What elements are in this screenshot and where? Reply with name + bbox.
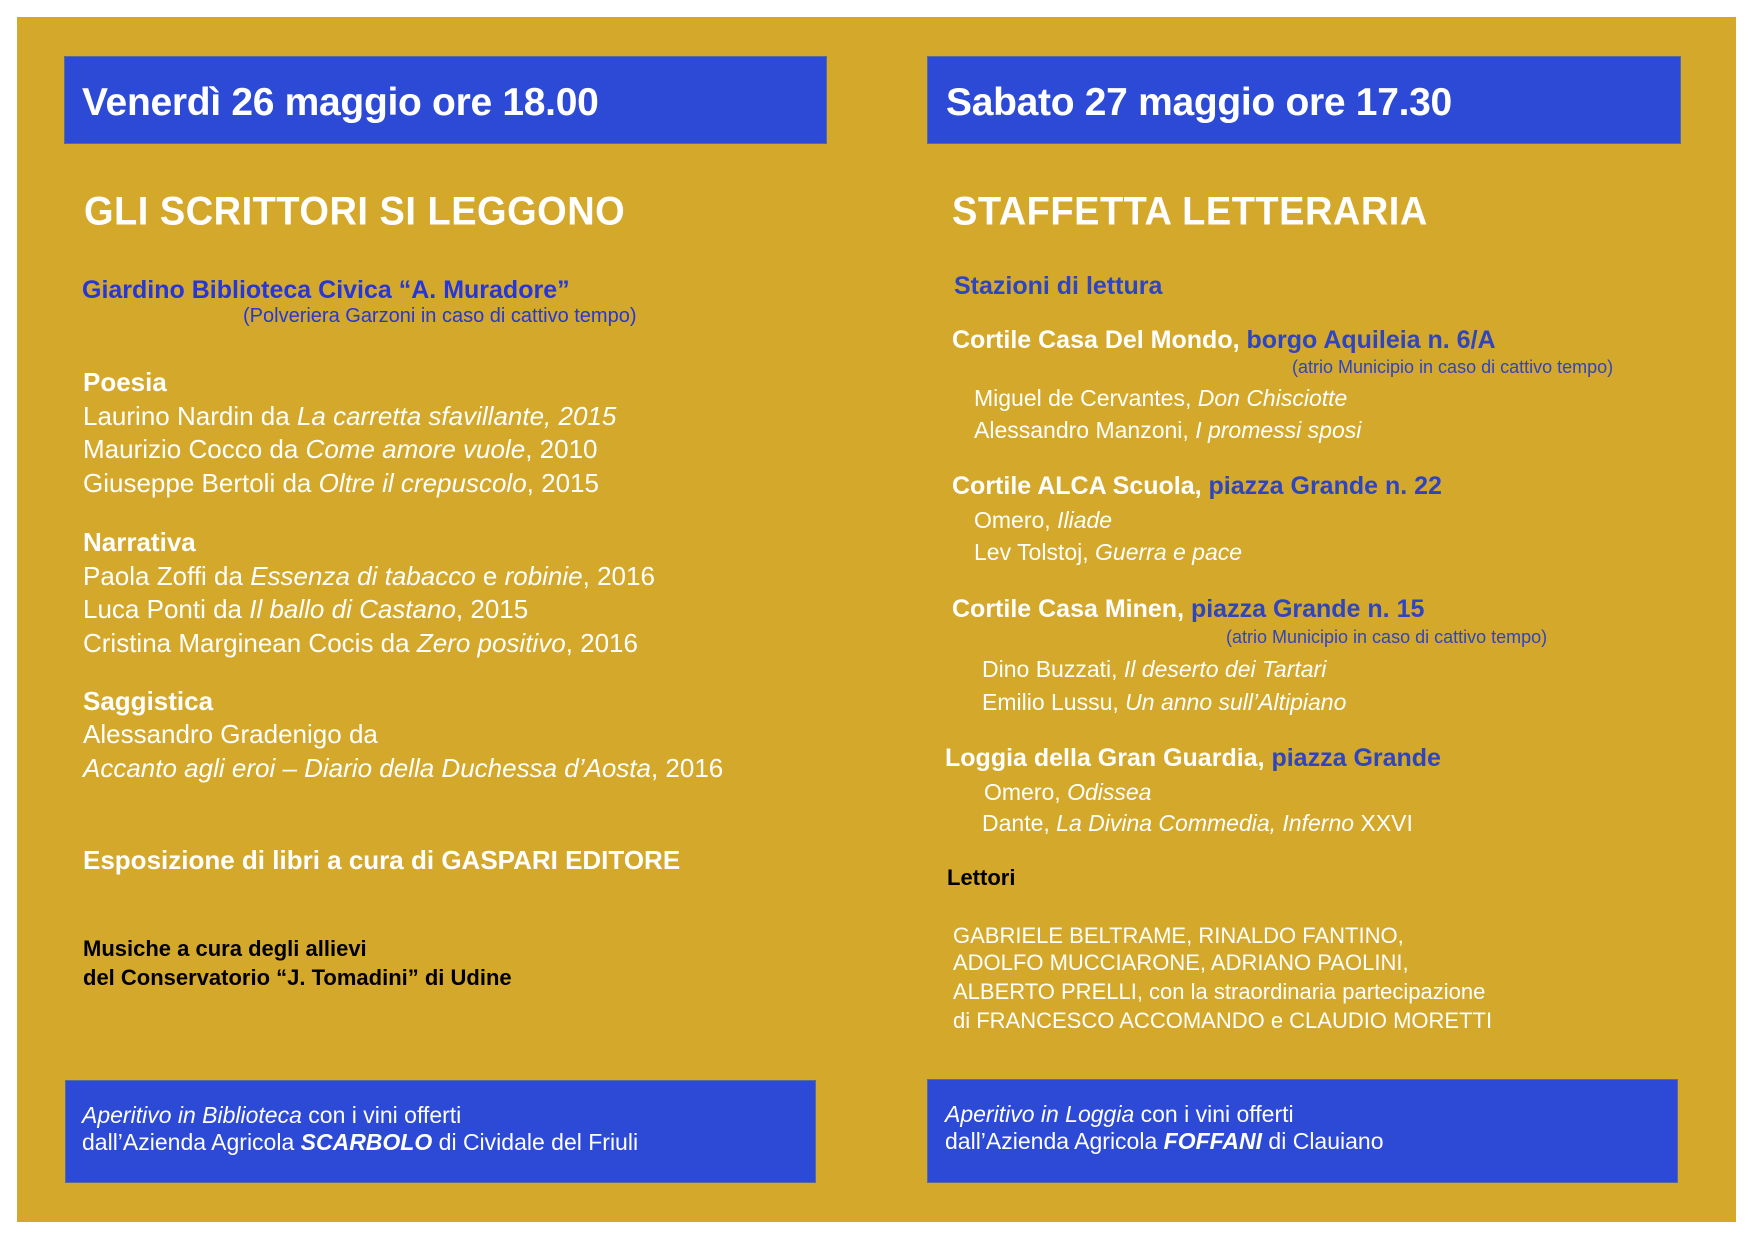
station-1-note: (atrio Municipio in caso di cattivo tempo) <box>1292 357 1614 377</box>
readers-line: ALBERTO PRELLI, con la straordinaria partecipazione <box>953 979 1486 1004</box>
music-credit-line-1: Musiche a cura degli allievi <box>83 936 367 961</box>
left-footer-line-1: Aperitivo in Biblioteca con i vini offerti <box>82 1102 462 1128</box>
left-footer-line-2: dall’Azienda Agricola SCARBOLO di Cividale del Friuli <box>82 1129 639 1155</box>
right-footer-line-2: dall’Azienda Agricola FOFFANI di Clauiano <box>945 1128 1384 1154</box>
station-4-reading: Omero, Odissea <box>984 779 1152 805</box>
station-3-reading: Emilio Lussu, Un anno sull’Altipiano <box>982 689 1347 715</box>
readers-label: Lettori <box>947 865 1016 890</box>
narrativa-entry: Paola Zoffi da Essenza di tabacco e robinie, 2016 <box>83 561 655 591</box>
right-header-date: Sabato 27 maggio ore 17.30 <box>946 81 1452 124</box>
left-venue: Giardino Biblioteca Civica “A. Muradore” <box>82 276 570 304</box>
reading-stations-heading: Stazioni di lettura <box>954 272 1163 300</box>
readers-line: di FRANCESCO ACCOMANDO e CLAUDIO MORETTI <box>953 1008 1493 1033</box>
station-1-reading: Alessandro Manzoni, I promessi sposi <box>974 417 1362 443</box>
narrativa-entry: Cristina Marginean Cocis da Zero positivo, 2016 <box>83 628 638 658</box>
station-3-reading: Dino Buzzati, Il deserto dei Tartari <box>982 656 1327 682</box>
poesia-entry: Laurino Nardin da La carretta sfavillante, 2015 <box>83 401 617 431</box>
category-narrativa: Narrativa <box>83 527 196 557</box>
station-1-reading: Miguel de Cervantes, Don Chisciotte <box>974 385 1348 411</box>
narrativa-entry: Luca Ponti da Il ballo di Castano, 2015 <box>83 594 529 624</box>
saggistica-entry: Accanto agli eroi – Diario della Duchessa d’Aosta, 2016 <box>83 753 724 783</box>
poesia-entry: Maurizio Cocco da Come amore vuole, 2010 <box>83 434 598 464</box>
readers-line: GABRIELE BELTRAME, RINALDO FANTINO, <box>953 923 1404 948</box>
station-4-heading: Loggia della Gran Guardia, piazza Grande <box>945 744 1441 772</box>
category-saggistica: Saggistica <box>83 686 214 716</box>
station-3-heading: Cortile Casa Minen, piazza Grande n. 15 <box>952 595 1425 623</box>
right-event-title: STAFFETTA LETTERARIA <box>952 190 1428 235</box>
left-venue-note: (Polveriera Garzoni in caso di cattivo tempo) <box>243 305 637 327</box>
station-2-reading: Omero, Iliade <box>974 507 1113 533</box>
station-1-heading: Cortile Casa Del Mondo, borgo Aquileia n. 6/A <box>952 326 1496 354</box>
station-2-heading: Cortile ALCA Scuola, piazza Grande n. 22 <box>952 472 1442 500</box>
station-2-reading: Lev Tolstoj, Guerra e pace <box>974 539 1243 565</box>
left-event-title: GLI SCRITTORI SI LEGGONO <box>84 190 626 235</box>
right-footer-line-1: Aperitivo in Loggia con i vini offerti <box>945 1101 1294 1127</box>
poesia-entry: Giuseppe Bertoli da Oltre il crepuscolo, 2015 <box>83 468 599 498</box>
music-credit-line-2: del Conservatorio “J. Tomadini” di Udine <box>83 965 512 990</box>
left-header-date: Venerdì 26 maggio ore 18.00 <box>82 81 599 124</box>
readers-line: ADOLFO MUCCIARONE, ADRIANO PAOLINI, <box>953 950 1409 975</box>
category-poesia: Poesia <box>83 367 167 397</box>
station-4-reading: Dante, La Divina Commedia, Inferno XXVI <box>982 810 1413 836</box>
book-exhibition: Esposizione di libri a cura di GASPARI EDITORE <box>83 845 681 875</box>
saggistica-entry: Alessandro Gradenigo da <box>83 719 378 749</box>
station-3-note: (atrio Municipio in caso di cattivo tempo) <box>1226 627 1548 647</box>
